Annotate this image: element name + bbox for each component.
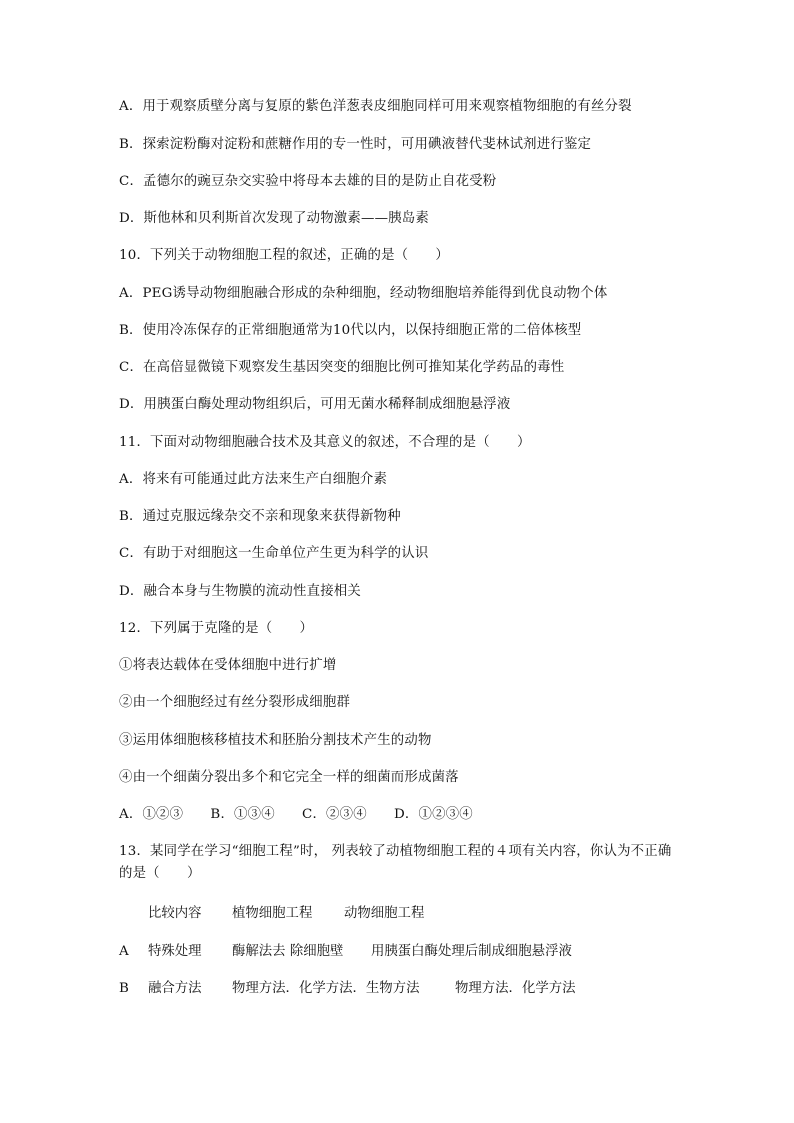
q9-option-c: C．孟德尔的豌豆杂交实验中将母本去雄的目的是防止自花受粉 <box>119 174 497 189</box>
q11-option-a: A．将来有可能通过此方法来生产白细胞介素 <box>119 472 388 487</box>
q12-item-3: ③运用体细胞核移植技术和胚胎分割技术产生的动物 <box>119 733 432 748</box>
q10-option-c: C．在高倍显微镜下观察发生基因突变的细胞比例可推知某化学药品的毒性 <box>119 360 565 375</box>
q9-option-b: B．探索淀粉酶对淀粉和蔗糖作用的专一性时，可用碘液替代斐林试剂进行鉴定 <box>119 137 592 152</box>
table-cell: 物理方法．化学方法 <box>455 981 576 996</box>
q11-option-d: D．融合本身与生物膜的流动性直接相关 <box>119 584 361 599</box>
table-cell: 融合方法 <box>148 981 202 996</box>
q12-item-1: ①将表达载体在受体细胞中进行扩增 <box>119 658 337 673</box>
table-row-label: A <box>119 944 129 959</box>
q13-stem: 13．某同学在学习“细胞工程”时， 列表较了动植物细胞工程的４项有关内容，你认为不正确的是（ ） <box>119 844 672 881</box>
q12-options: A．①②③ B．①③④ C．②③④ D．①②③④ <box>119 807 473 822</box>
q9-option-d: D．斯他林和贝利斯首次发现了动物激素——胰岛素 <box>119 211 429 226</box>
table-header-cell: 比较内容 <box>148 906 202 921</box>
q10-stem: 10．下列关于动物细胞工程的叙述，正确的是（ ） <box>119 248 450 263</box>
q10-option-d: D．用胰蛋白酶处理动物组织后，可用无菌水稀释制成细胞悬浮液 <box>119 397 511 412</box>
table-cell: 用胰蛋白酶处理后制成细胞悬浮液 <box>371 944 572 959</box>
q11-option-c: C．有助于对细胞这一生命单位产生更为科学的认识 <box>119 546 429 561</box>
q10-option-b: B．使用冷冻保存的正常细胞通常为10代以内，以保持细胞正常的二倍体核型 <box>119 323 582 338</box>
table-cell: 物理方法．化学方法．生物方法 <box>232 981 420 996</box>
q12-stem: 12．下列属于克隆的是（ ） <box>119 621 314 636</box>
table-header-cell: 动物细胞工程 <box>344 906 425 921</box>
q10-option-a: A．PEG诱导动物细胞融合形成的杂种细胞，经动物细胞培养能得到优良动物个体 <box>119 286 608 301</box>
q11-stem: 11．下面对动物细胞融合技术及其意义的叙述，不合理的是（ ） <box>119 435 531 450</box>
table-cell: 酶解法去 除细胞壁 <box>232 944 344 959</box>
q11-option-b: B．通过克服远缘杂交不亲和现象来获得新物种 <box>119 509 401 524</box>
table-row-label: B <box>119 981 129 996</box>
q9-option-a: A．用于观察质壁分离与复原的紫色洋葱表皮细胞同样可用来观察植物细胞的有丝分裂 <box>119 99 632 114</box>
table-cell: 特殊处理 <box>148 944 202 959</box>
q12-item-2: ②由一个细胞经过有丝分裂形成细胞群 <box>119 695 351 710</box>
table-header-cell: 植物细胞工程 <box>232 906 313 921</box>
q12-item-4: ④由一个细菌分裂出多个和它完全一样的细菌而形成菌落 <box>119 770 459 785</box>
